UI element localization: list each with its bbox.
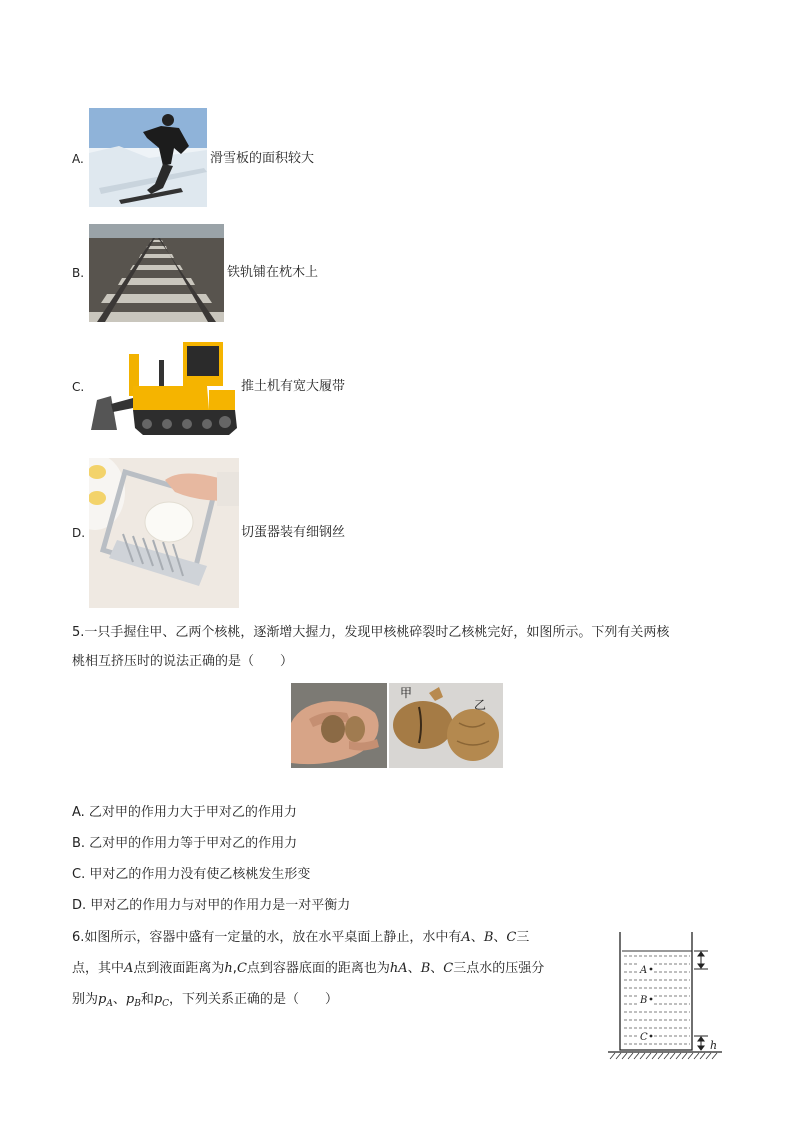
option-letter: D. [72, 526, 86, 540]
water-container-diagram [604, 930, 728, 1062]
var-h: h [389, 961, 399, 976]
q6-text: 点，其中 [72, 961, 125, 976]
q6-text: ，下列关系正确的是（ ） [169, 992, 339, 1007]
option-text: 铁轨铺在枕木上 [227, 265, 319, 280]
point-a: A [124, 961, 134, 976]
point-c: C [506, 930, 517, 945]
q5-stem-line2: 桃相互挤压时的说法正确的是（ ） [72, 654, 294, 669]
point-b: B [420, 961, 431, 976]
point-b-label: B [640, 995, 648, 1006]
option-letter: B. [72, 266, 85, 280]
egg-slicer-photo [89, 458, 239, 608]
q6-stem-line3 [72, 991, 338, 1013]
q6-text: 点到液面距离为 [133, 961, 225, 976]
q6-sep: 、 [430, 961, 444, 976]
point-b: B [483, 930, 494, 945]
q6-sep: 、 [470, 930, 484, 945]
q5-option-c: C. 甲对乙的作用力没有使乙核桃发生形变 [72, 867, 311, 882]
q5-option-b: B. 乙对甲的作用力等于甲对乙的作用力 [72, 836, 298, 851]
point-c: C [443, 961, 454, 976]
pressure-pc: $p_C$ [153, 992, 170, 1009]
q6-sep: 、 [407, 961, 421, 976]
q6-text: 别为 [72, 992, 99, 1007]
q6-text: 6.如图所示，容器中盛有一定量的水，放在水平桌面上静止，水中有 [72, 930, 462, 945]
q6-sep: 、 [112, 992, 126, 1007]
q6-text: 三点水的压强分 [453, 961, 545, 976]
walnut-label-jia: 甲 [400, 686, 413, 700]
option-text: 推土机有宽大履带 [241, 379, 346, 394]
top-distance-marker [694, 951, 708, 969]
walnut-label-yi: 乙 [474, 698, 487, 712]
var-h: h [224, 961, 233, 976]
q5-stem [72, 618, 732, 676]
q6-text: 点到容器底面的距离也为 [246, 961, 390, 976]
q5-stem-line1: 5.一只手握住甲、乙两个核桃，逐渐增大握力，发现甲核桃碎裂时乙核桃完好，如图所示。下列有关两核 [72, 625, 670, 640]
bottom-distance-marker [694, 1036, 708, 1050]
q6-stem-line2 [72, 960, 544, 978]
point-a-label: A [640, 965, 648, 976]
point-c-dot [650, 1035, 653, 1038]
bulldozer-photo [89, 338, 237, 437]
point-c: C [236, 961, 247, 976]
q6-text: 三 [516, 930, 530, 945]
point-a: A [461, 930, 471, 945]
skier-photo [89, 108, 207, 207]
point-a: A [398, 961, 408, 976]
hand-holding-walnuts-photo [291, 683, 387, 768]
q5-option-d: D. 甲对乙的作用力与对甲的作用力是一对平衡力 [72, 898, 351, 913]
railway-track-photo [89, 224, 224, 322]
water-dashes [624, 956, 690, 1044]
option-letter: A. [72, 152, 84, 166]
pressure-pb: $p_B$ [125, 992, 141, 1009]
container-walls [620, 932, 692, 1050]
table-hatching [610, 1053, 717, 1059]
q6-stem-line1 [72, 929, 529, 947]
pressure-pa: $p_A$ [98, 992, 113, 1009]
q6-sep: 、 [493, 930, 507, 945]
option-letter: C. [72, 380, 85, 394]
q5-option-a: A. 乙对甲的作用力大于甲对乙的作用力 [72, 805, 297, 820]
option-text: 滑雪板的面积较大 [210, 151, 315, 166]
point-c-label: C [640, 1032, 648, 1043]
point-b-dot [650, 998, 653, 1001]
q6-text: , [232, 961, 237, 976]
option-text: 切蛋器装有细钢丝 [241, 525, 346, 540]
q6-text: 和 [140, 992, 154, 1007]
point-a-dot [650, 968, 653, 971]
h-label: h [710, 1039, 718, 1052]
